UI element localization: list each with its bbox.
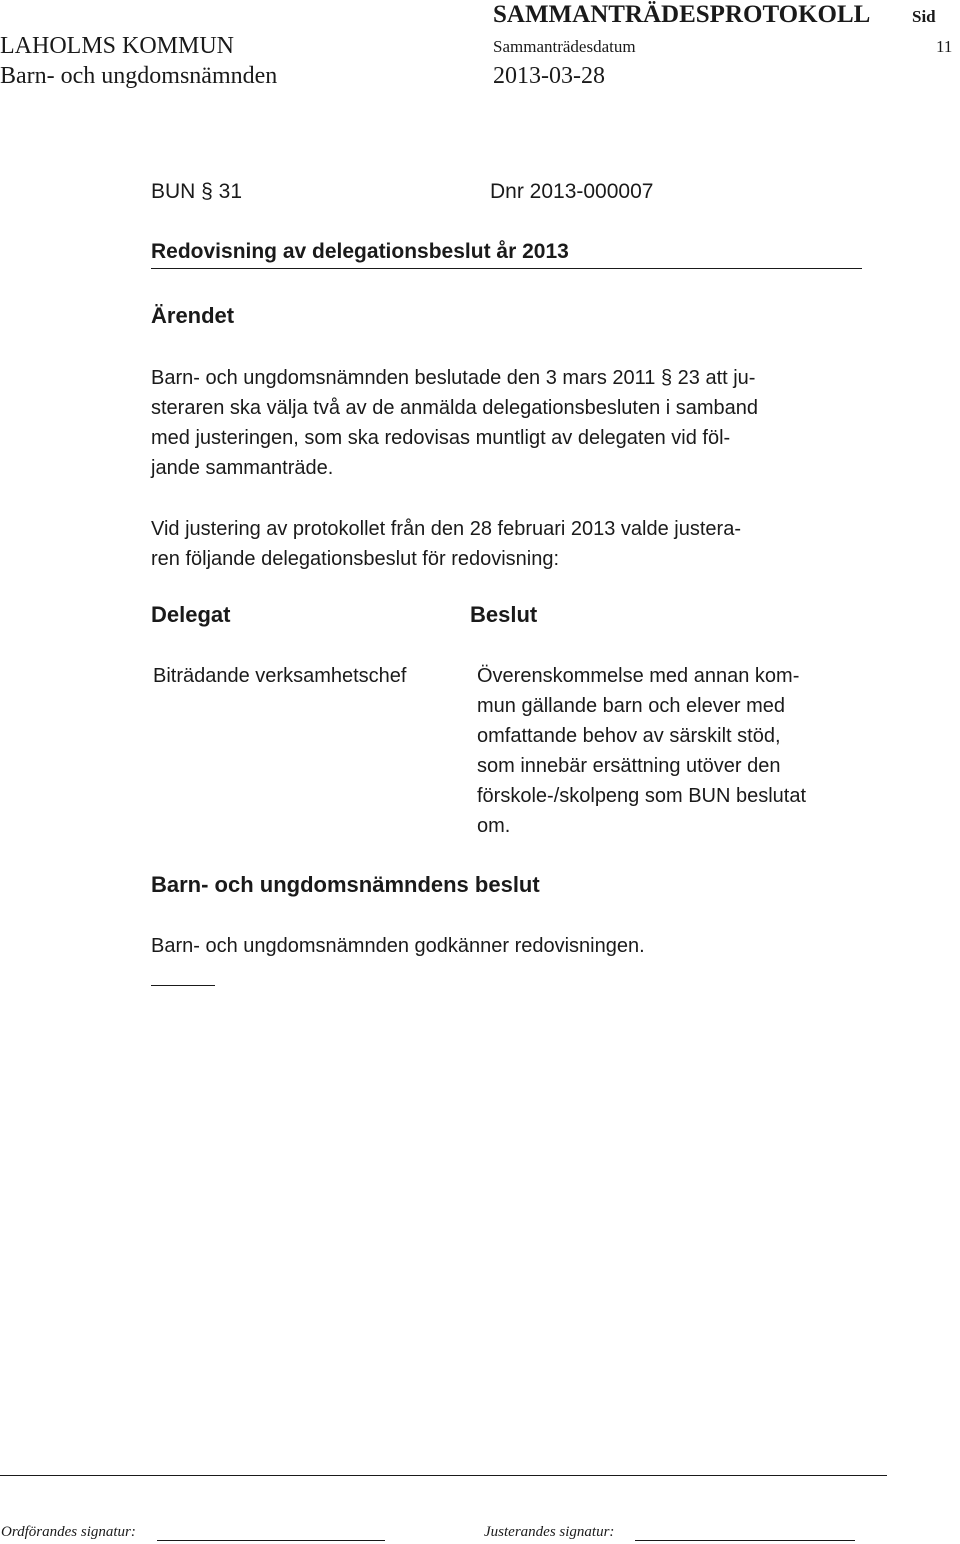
adjuster-signature-line	[635, 1540, 855, 1541]
decision-line: mun gällande barn och elever med	[477, 695, 785, 717]
decision-line: omfattande behov av särskilt stöd,	[477, 725, 781, 747]
paragraph-line: Barn- och ungdomsnämnden beslutade den 3 mars 2011 § 23 att ju-	[151, 367, 756, 389]
paragraph-background	[151, 363, 873, 483]
municipality-name: LAHOLMS KOMMUN	[0, 33, 235, 59]
title-underline	[151, 268, 862, 269]
table-cell-decision	[477, 661, 873, 841]
page-label: Sid	[912, 7, 936, 26]
paragraph-line: ren följande delegationsbeslut för redovisning:	[151, 548, 560, 570]
decision-line: Överenskommelse med annan kom-	[477, 665, 800, 687]
end-marker	[151, 985, 215, 986]
page-number: 11	[936, 37, 953, 56]
decision-line: som innebär ersättning utöver den	[477, 755, 781, 777]
document-type: SAMMANTRÄDESPROTOKOLL	[493, 1, 871, 28]
paragraph-line: steraren ska välja två av de anmälda delegationsbesluten i samband	[151, 397, 759, 419]
committee-name: Barn- och ungdomsnämnden	[0, 63, 278, 89]
table-cell-delegate: Biträdande verksamhetschef	[153, 665, 407, 687]
meeting-date: 2013-03-28	[493, 63, 605, 89]
section-heading-decision: Barn- och ungdomsnämndens beslut	[151, 872, 540, 897]
meeting-date-label: Sammanträdesdatum	[493, 37, 636, 56]
paragraph-line: Vid justering av protokollet från den 28 februari 2013 valde justera-	[151, 518, 741, 540]
adjuster-signature-label: Justerandes signatur:	[484, 1524, 615, 1540]
paragraph-line: med justeringen, som ska redovisas muntligt av delegaten vid föl-	[151, 427, 731, 449]
chair-signature-line	[157, 1540, 385, 1541]
footer-rule	[0, 1475, 887, 1476]
table-header-decision: Beslut	[470, 602, 538, 627]
table-header-delegate: Delegat	[151, 602, 231, 627]
decision-line: om.	[477, 815, 511, 837]
case-title: Redovisning av delegationsbeslut år 2013	[151, 240, 569, 263]
paragraph-line: jande sammanträde.	[151, 457, 334, 479]
case-number: BUN § 31	[151, 180, 243, 203]
chair-signature-label: Ordförandes signatur:	[1, 1524, 136, 1540]
decision-text: Barn- och ungdomsnämnden godkänner redovisningen.	[151, 935, 645, 957]
decision-line: förskole-/skolpeng som BUN beslutat	[477, 785, 807, 807]
section-heading-arendet: Ärendet	[151, 303, 235, 328]
case-dnr: Dnr 2013-000007	[490, 180, 654, 203]
paragraph-selection	[151, 514, 873, 574]
